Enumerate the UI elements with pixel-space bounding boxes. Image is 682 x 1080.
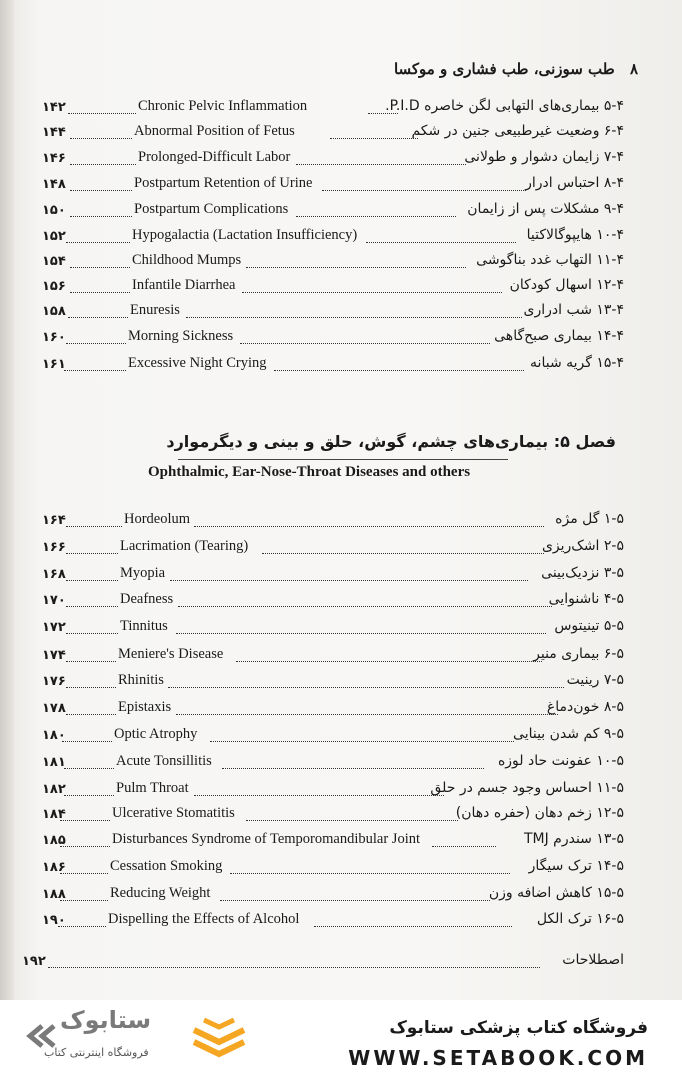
toc-dots: [246, 820, 458, 821]
toc-persian: ۳-۵ نزدیک‌بینی: [541, 565, 624, 581]
chapter-title-english: Ophthalmic, Ear-Nose-Throat Diseases and others: [148, 464, 471, 480]
toc-dots: [222, 768, 484, 769]
toc-dots: [68, 317, 128, 318]
toc-row: [0, 753, 682, 777]
toc-dots: [70, 292, 130, 293]
toc-row: [0, 780, 682, 804]
toc-persian: ۱۵-۵ کاهش اضافه وزن: [488, 885, 624, 901]
toc-english: Enuresis: [130, 302, 180, 318]
logo-wordmark: ستابوک: [60, 1006, 152, 1034]
toc-persian: ۱۵-۴ گریه شبانه: [530, 355, 624, 371]
toc-page: ۱۹۲: [22, 954, 46, 969]
toc-persian: ۴-۵ ناشنوایی: [548, 591, 624, 607]
toc-english: Meniere's Disease: [118, 646, 224, 662]
toc-dots: [240, 343, 490, 344]
toc-persian: ۷-۵ رینیت: [566, 672, 624, 688]
toc-row: [0, 227, 682, 251]
toc-page: ۱۴۸: [42, 177, 66, 192]
toc-page: ۱۵۲: [42, 229, 66, 244]
toc-english: Postpartum Retention of Urine: [134, 175, 313, 191]
toc-persian: ۱۰-۴ هایپوگالاکتیا: [526, 227, 624, 243]
logo-subtitle: فروشگاه اینترنتی کتاب: [44, 1046, 149, 1059]
toc-dots: [62, 741, 112, 742]
toc-row: [0, 885, 682, 909]
toc-row: [0, 805, 682, 829]
toc-page: ۱۷۴: [42, 648, 66, 663]
toc-persian: ۵-۴ بیماری‌های التهابی لگن خاصره P.I.D.: [385, 98, 624, 114]
toc-page: ۱۵۸: [42, 304, 66, 319]
toc-persian: ۹-۵ کم شدن بینایی: [513, 726, 624, 742]
toc-dots: [366, 242, 516, 243]
toc-english: Cessation Smoking: [110, 858, 223, 874]
toc-english: Postpartum Complications: [134, 201, 289, 217]
toc-english: Pulm Throat: [116, 780, 189, 796]
toc-row: [0, 328, 682, 352]
toc-english: Childhood Mumps: [132, 252, 242, 268]
toc-page: ۱۶۸: [42, 567, 66, 582]
shop-name: فروشگاه کتاب پزشکی ستابوک: [389, 1018, 648, 1038]
toc-dots: [64, 370, 126, 371]
toc-dots: [70, 164, 136, 165]
toc-dots: [236, 661, 542, 662]
toc-persian: ۱۱-۵ احساس وجود جسم در حلق: [430, 780, 624, 796]
toc-persian: ۵-۵ تینیتوس: [554, 618, 624, 634]
toc-page: ۱۸۸: [42, 887, 66, 902]
toc-row: [0, 355, 682, 379]
toc-persian: ۶-۴ وضعیت غیرطبیعی جنین در شکم: [411, 123, 624, 139]
toc-english: Lacrimation (Tearing): [120, 538, 249, 554]
toc-dots: [210, 741, 514, 742]
toc-dots: [70, 216, 132, 217]
setabook-chevron-icon: [30, 1026, 54, 1046]
toc-row: [0, 618, 682, 642]
toc-dots: [220, 900, 490, 901]
toc-persian: ۱-۵ گل مژه: [555, 511, 624, 527]
toc-english: Chronic Pelvic Inflammation: [138, 98, 308, 114]
toc-dots: [66, 526, 122, 527]
toc-row: [0, 123, 682, 147]
toc-row: [0, 591, 682, 615]
toc-dots: [66, 553, 118, 554]
toc-page: ۱۴۲: [42, 100, 66, 115]
toc-dots: [194, 526, 544, 527]
toc-dots: [186, 317, 522, 318]
toc-dots: [230, 873, 510, 874]
toc-persian: ۱۲-۴ اسهال کودکان: [509, 277, 624, 293]
toc-page: ۱۵۶: [42, 279, 66, 294]
toc-dots: [70, 267, 130, 268]
toc-dots: [296, 216, 456, 217]
toc-english: Deafness: [120, 591, 174, 607]
toc-page: ۱۵۰: [42, 203, 66, 218]
shop-url[interactable]: WWW.SETABOOK.COM: [348, 1046, 648, 1070]
toc-row: [0, 175, 682, 199]
toc-row: [0, 646, 682, 670]
toc-english: Infantile Diarrhea: [132, 277, 236, 293]
toc-dots: [262, 553, 544, 554]
toc-page: ۱۴۶: [42, 151, 66, 166]
toc-persian: ۶-۵ بیماری منیر: [533, 646, 624, 662]
chapter-underline: [178, 459, 508, 460]
toc-english: Epistaxis: [118, 699, 172, 715]
toc-row: [0, 511, 682, 535]
toc-row: [0, 726, 682, 750]
toc-dots: [64, 768, 114, 769]
toc-page: ۱۶۶: [42, 540, 66, 555]
toc-page: ۱۸۰: [42, 728, 66, 743]
toc-dots: [168, 687, 564, 688]
toc-dots: [66, 343, 126, 344]
toc-english: Reducing Weight: [110, 885, 211, 901]
toc-dots: [66, 606, 118, 607]
toc-page: ۱۹۰: [42, 913, 66, 928]
toc-dots: [194, 795, 444, 796]
toc-persian: ۱۴-۴ بیماری صبح‌گاهی: [494, 328, 624, 344]
toc-row: [0, 672, 682, 696]
toc-english: Dispelling the Effects of Alcohol: [108, 911, 300, 927]
toc-dots: [314, 926, 512, 927]
toc-english: Disturbances Syndrome of Temporomandibular Joint: [112, 831, 420, 847]
toc-dots: [178, 606, 552, 607]
toc-dots: [170, 580, 528, 581]
toc-row: [0, 831, 682, 855]
toc-page: ۱۴۴: [42, 125, 66, 140]
toc-english: Tinnitus: [120, 618, 168, 634]
toc-english: Acute Tonsillitis: [116, 753, 212, 769]
toc-persian: ۱۲-۵ زخم دهان (حفره دهان): [455, 805, 624, 821]
toc-row: [0, 565, 682, 589]
toc-english: Abnormal Position of Fetus: [134, 123, 295, 139]
toc-page: ۱۸۴: [42, 807, 66, 822]
toc-english: Rhinitis: [118, 672, 164, 688]
toc-english: Morning Sickness: [128, 328, 234, 344]
toc-dots: [66, 714, 116, 715]
toc-row: [0, 302, 682, 326]
toc-english: Prolonged-Difficult Labor: [138, 149, 291, 165]
toc-page: ۱۶۴: [42, 513, 66, 528]
toc-row-glossary: [0, 952, 682, 976]
toc-persian: اصطلاحات: [562, 952, 624, 968]
toc-row: [0, 858, 682, 882]
toc-dots: [58, 926, 106, 927]
toc-dots: [68, 113, 136, 114]
toc-persian: ۱۴-۵ ترک سیگار: [528, 858, 624, 874]
toc-dots: [176, 633, 546, 634]
toc-persian: ۲-۵ اشک‌ریزی: [541, 538, 624, 554]
toc-page: ۱۷۶: [42, 674, 66, 689]
toc-row: [0, 98, 682, 122]
toc-persian: ۱۶-۵ ترک الکل: [536, 911, 624, 927]
toc-dots: [432, 846, 496, 847]
header-page-number: ۸: [629, 60, 638, 78]
toc-page: ۱۶۱: [42, 357, 66, 372]
toc-dots: [60, 846, 110, 847]
toc-dots: [70, 190, 132, 191]
toc-dots: [66, 633, 118, 634]
toc-dots: [242, 292, 502, 293]
toc-dots: [322, 190, 526, 191]
toc-persian: ۸-۴ احتباس ادرار: [525, 175, 624, 191]
toc-dots: [60, 820, 110, 821]
toc-dots: [60, 900, 108, 901]
toc-persian: ۱۱-۴ التهاب غدد بناگوشی: [476, 252, 624, 268]
toc-page: ۱۸۱: [42, 755, 66, 770]
store-banner: [0, 1000, 682, 1080]
toc-row: [0, 538, 682, 562]
toc-english: Myopia: [120, 565, 166, 581]
toc-row: [0, 277, 682, 301]
toc-page: ۱۶۰: [42, 330, 66, 345]
toc-english: Hypogalactia (Lactation Insufficiency): [132, 227, 358, 243]
toc-row: [0, 149, 682, 173]
toc-persian: ۹-۴ مشکلات پس از زایمان: [467, 201, 624, 217]
header-title: طب سوزنی، طب فشاری و موکسا: [393, 60, 615, 78]
toc-dots: [246, 267, 466, 268]
toc-page: ۱۷۲: [42, 620, 66, 635]
toc-dots: [66, 580, 118, 581]
toc-dots: [296, 164, 466, 165]
setabook-book-icon: [194, 1020, 244, 1054]
toc-dots: [60, 873, 108, 874]
chapter-title-persian: فصل ۵: بیماری‌های چشم، گوش، حلق و بینی و دیگرموارد: [166, 432, 616, 451]
toc-dots: [274, 370, 524, 371]
toc-persian: ۷-۴ زایمان دشوار و طولانی: [464, 149, 624, 165]
toc-page: ۱۷۰: [42, 593, 66, 608]
toc-row: [0, 201, 682, 225]
toc-english: Optic Atrophy: [114, 726, 198, 742]
toc-dots: [66, 687, 116, 688]
toc-page: ۱۸۵: [42, 833, 66, 848]
toc-page: ۱۸۲: [42, 782, 66, 797]
toc-page: ۱۸۶: [42, 860, 66, 875]
running-header: [394, 60, 638, 78]
toc-dots: [330, 138, 418, 139]
toc-english: Excessive Night Crying: [128, 355, 267, 371]
toc-dots: [48, 967, 540, 968]
toc-dots: [66, 242, 130, 243]
toc-page: ۱۷۸: [42, 701, 66, 716]
toc-row: [0, 699, 682, 723]
toc-persian: ۱۳-۴ شب ادراری: [523, 302, 624, 318]
toc-row: [0, 252, 682, 276]
toc-dots: [176, 714, 558, 715]
toc-row: [0, 911, 682, 935]
toc-dots: [64, 795, 114, 796]
toc-persian: ۱۰-۵ عفونت حاد لوزه: [497, 753, 624, 769]
toc-dots: [66, 661, 116, 662]
toc-page: ۱۵۴: [42, 254, 66, 269]
toc-english: Ulcerative Stomatitis: [112, 805, 235, 821]
toc-english: Hordeolum: [124, 511, 191, 527]
toc-persian: ۱۳-۵ سندرم TMJ: [523, 831, 624, 847]
toc-persian: ۸-۵ خون‌دماغ: [546, 699, 624, 715]
toc-dots: [70, 138, 132, 139]
